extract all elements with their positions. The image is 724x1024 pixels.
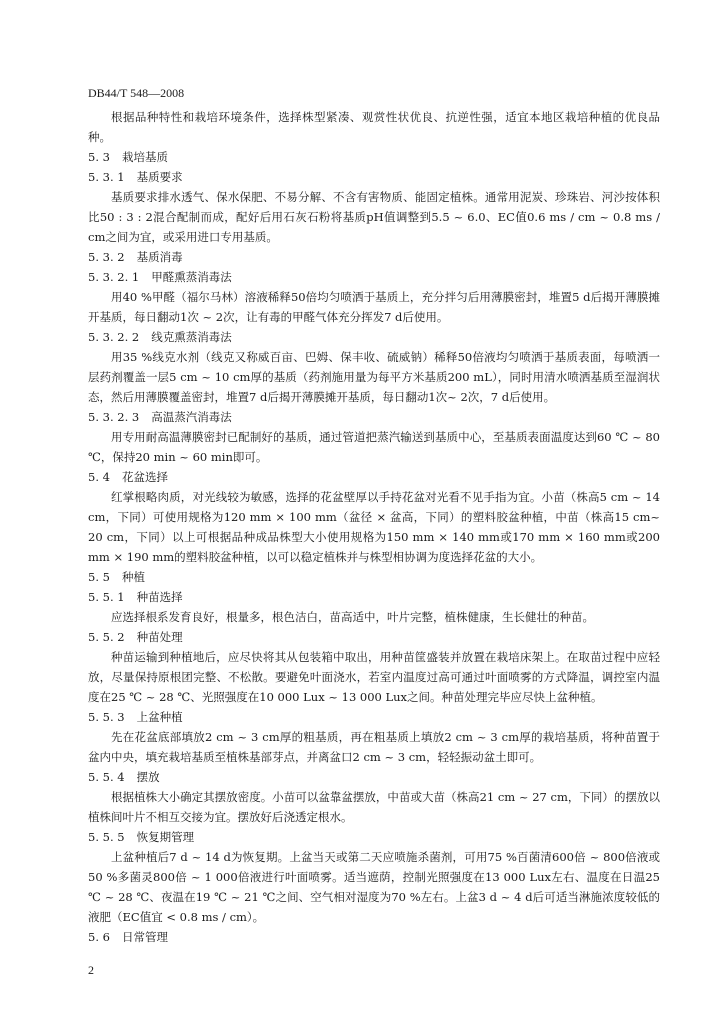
section-number: 5. 3. 2: [88, 250, 125, 264]
section-title: 基质要求: [136, 170, 183, 184]
section-title: 花盆选择: [121, 470, 168, 484]
paragraph: 上盆种植后7 d ~ 14 d为恢复期。上盆当天或第二天应喷施杀菌剂，可用75 %百菌清600倍 ~ 800倍液或50 %多菌灵800倍 ~ 1 000倍液进行叶面喷雾。适当遮荫，控制光照强度在13 000 Lux左右、温度在日温25 ℃ ~ 28 ℃、夜温在19 ℃ ~ 21 ℃之间、空气相对湿度为70 %左右。上盆3 d ~ 4 d后可适当淋施浓度较低的液肥（EC值宜 < 0.8 ms / cm）。: [88, 850, 660, 924]
section-number: 5. 5. 4: [88, 770, 125, 784]
section-heading: [88, 247, 660, 267]
section-number: 5. 3: [88, 150, 110, 164]
section-number: 5. 4: [88, 470, 110, 484]
section-title: 恢复期管理: [136, 830, 195, 844]
section-heading: [88, 407, 660, 427]
paragraph: 根据品种特性和栽培环境条件，选择株型紧凑、观赏性状优良、抗逆性强，适宜本地区栽培种植的优良品种。: [88, 110, 660, 144]
paragraph: 用40 %甲醛（福尔马林）溶液稀释50倍均匀喷洒于基质上，充分拌匀后用薄膜密封，堆置5 d后揭开薄膜摊开基质，每日翻动1次 ~ 2次，让有毒的甲醛气体充分挥发7 d后使用。: [88, 290, 660, 324]
paragraph: 根据植株大小确定其摆放密度。小苗可以盆靠盆摆放，中苗或大苗（株高21 cm ~ 27 cm，下同）的摆放以植株间叶片不相互交接为宜。摆放好后浇透定根水。: [88, 790, 660, 824]
section-title: 摆放: [136, 770, 160, 784]
section-heading: [88, 267, 660, 287]
document-body: [88, 107, 660, 947]
section-number: 5. 5. 5: [88, 830, 125, 844]
section-title: 种苗处理: [136, 630, 183, 644]
section-heading: [88, 707, 660, 727]
section-title: 基质消毒: [136, 250, 183, 264]
section-number: 5. 5. 1: [88, 590, 125, 604]
section-heading: [88, 167, 660, 187]
section-title: 线克熏蒸消毒法: [151, 330, 232, 344]
page-number: 2: [88, 963, 94, 977]
section-title: 栽培基质: [121, 150, 168, 164]
section-number: 5. 3. 2. 1: [88, 270, 140, 284]
section-title: 甲醛熏蒸消毒法: [151, 270, 232, 284]
section-number: 5. 6: [88, 930, 110, 944]
section-title: 上盆种植: [136, 710, 183, 724]
paragraph: 应选择根系发育良好，根量多，根色洁白，苗高适中，叶片完整，植株健康，生长健壮的种苗。: [111, 610, 594, 624]
section-heading: [88, 827, 660, 847]
section-heading: [88, 767, 660, 787]
section-number: 5. 3. 2. 2: [88, 330, 140, 344]
paragraph: 用35 %线克水剂（线克又称威百亩、巴姆、保丰收、硫威钠）稀释50倍液均匀喷洒于基质表面，每喷洒一层药剂覆盖一层5 cm ~ 10 cm厚的基质（药剂施用量为每平方米基质200 mL），同时用清水喷洒基质至湿润状态，然后用薄膜覆盖密封，堆置7 d后揭开薄膜摊开基质，每日翻动1次~ 2次，7 d后使用。: [88, 350, 660, 404]
section-number: 5. 5. 2: [88, 630, 125, 644]
section-number: 5. 3. 2. 3: [88, 410, 140, 424]
document-code: DB44/T 548—2008: [88, 86, 185, 100]
section-heading: [88, 627, 660, 647]
section-number: 5. 5. 3: [88, 710, 125, 724]
paragraph: 用专用耐高温薄膜密封已配制好的基质，通过管道把蒸汽输送到基质中心，至基质表面温度达到60 ℃ ~ 80 ℃，保持20 min ~ 60 min即可。: [88, 430, 660, 464]
section-heading: [88, 567, 660, 587]
section-title: 日常管理: [121, 930, 168, 944]
paragraph: 基质要求排水透气、保水保肥、不易分解、不含有害物质、能固定植株。通常用泥炭、珍珠岩、河沙按体积比50 : 3 : 2混合配制而成，配好后用石灰石粉将基质pH值调整到5.5 ~ 6.0、EC值0.6 ms / cm ~ 0.8 ms / cm之间为宜，或采用进口专用基质。: [88, 190, 660, 244]
section-number: 5. 3. 1: [88, 170, 125, 184]
section-title: 种苗选择: [136, 590, 183, 604]
paragraph: 先在花盆底部填放2 cm ~ 3 cm厚的粗基质，再在粗基质上填放2 cm ~ 3 cm厚的栽培基质，将种苗置于盆内中央，填充栽培基质至植株基部芽点，并离盆口2 cm ~ 3 cm，轻轻振动盆土即可。: [88, 730, 660, 764]
section-heading: [88, 327, 660, 347]
section-number: 5. 5: [88, 570, 110, 584]
paragraph: 红掌根略肉质，对光线较为敏感，选择的花盆壁厚以手持花盆对光看不见手指为宜。小苗（株高5 cm ~ 14 cm，下同）可使用规格为120 mm × 100 mm（盆径 × 盆高，下同）的塑料胶盆种植，中苗（株高15 cm~ 20 cm，下同）以上可根据品种成品株型大小使用规格为150 mm × 140 mm或170 mm × 160 mm或200 mm × 190 mm的塑料胶盆种植，以可以稳定植株并与株型相协调为度选择花盆的大小。: [88, 490, 660, 564]
section-heading: [88, 587, 660, 607]
section-title: 种植: [121, 570, 145, 584]
paragraph: 种苗运输到种植地后，应尽快将其从包装箱中取出，用种苗筐盛装并放置在栽培床架上。在取苗过程中应轻放，尽量保持原根团完整、不松散。要避免叶面浇水，若室内温度过高可通过叶面喷雾的方式降温，调控室内温度在25 ℃ ~ 28 ℃、光照强度在10 000 Lux ~ 13 000 Lux之间。种苗处理完毕应尽快上盆种植。: [88, 650, 660, 704]
section-heading: [88, 467, 660, 487]
section-title: 高温蒸汽消毒法: [151, 410, 232, 424]
section-heading: [88, 927, 660, 947]
section-heading: [88, 147, 660, 167]
